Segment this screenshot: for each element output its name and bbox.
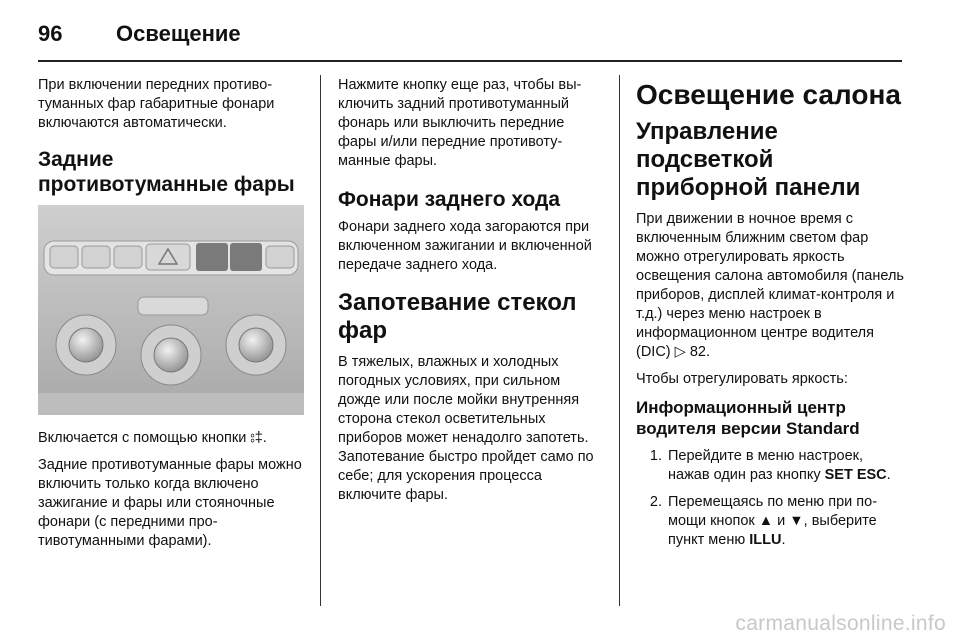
page-reference[interactable]: 82. [689,344,711,360]
heading-interior-lighting: Освещение салона [636,79,901,110]
lamp-fogging-text: В тяжелых, влажных и холодных погодных условиях, при сильном дожде или после мойки внутренняя сторона стекол осветительных приборов может ненадолго запотеть. Запотевание быстро пройдет само по себе; для ускорения процесса включите фары. [338,354,594,503]
intro-paragraph: При включении передних противотуманных фар габаритные фонари включаются автоматически. [38,77,275,131]
steps-list [636,447,904,550]
heading-lamp-fogging: Запотевание стекол фар [338,289,577,344]
step-text-body: Перейдите в меню настроек, нажав один раз кнопку [668,448,864,483]
page-header [38,14,241,54]
column-1 [38,76,304,559]
step-text [668,447,904,485]
rear-fog-lamp-icon: ⦂‡ [250,430,263,446]
heading-reverse-lights: Фонари заднего хода [338,188,561,211]
panel-illumination-text [636,210,904,362]
list-item [636,447,904,485]
column-3 [636,76,904,558]
step-number: 1. [649,448,662,464]
adjust-brightness-text: Чтобы отрегулировать яркость: [636,371,848,387]
step-end: . [781,532,786,548]
step-text [668,493,904,550]
heading-rear-fog-lights: Задние противотуманные фары [38,148,295,196]
reverse-lights-text: Фонари заднего хода загораются при включенном зажигании и включенной передаче заднего хода. [338,219,592,273]
column-divider-1 [320,75,321,606]
caption-text: Включается с помощью кнопки [38,430,247,446]
step-text-body: Перемещаясь по меню при помощи кнопок ▲ и ▼, выберите пункт меню [668,494,878,548]
button-name: SET ESC [824,467,887,483]
caption-paragraph [38,429,304,448]
menu-item-name: ILLU [749,532,782,548]
page-number: 96 [38,21,63,46]
panel-text-main: При движении в ночное время с включенным ближним светом фар можно отрегулировать яркость освещения салона автомобиля (панель приборов, дисплей климат-контроля и т.д.) через меню настроек в информационном центре водителя (DIC) [636,211,904,360]
step-end: . [886,467,891,483]
header-rule [38,60,902,62]
column-divider-2 [619,75,620,606]
rear-fog-body: Задние противотуманные фары можно включить только когда включено зажигание и фары или стояночные фонари (с передними противотуманными фарами). [38,457,302,549]
page-reference-icon: ▷ [674,344,686,360]
heading-dic-standard: Информационный центр водителя версии Standard [636,398,860,438]
watermark: carmanualsonline.info [735,612,946,635]
col2-para1: Нажмите кнопку еще раз, чтобы выключить задний противотуманный фонарь или выключить передние фары и/или передние противотуманные фары. [338,77,582,169]
column-2 [338,76,604,513]
step-number: 2. [649,494,662,510]
control-panel-photo [38,205,304,415]
section-title: Освещение [116,21,241,46]
caption-end: . [262,430,267,446]
list-item [636,493,904,550]
heading-panel-illumination: Управление подсветкой приборной панели [636,118,861,201]
